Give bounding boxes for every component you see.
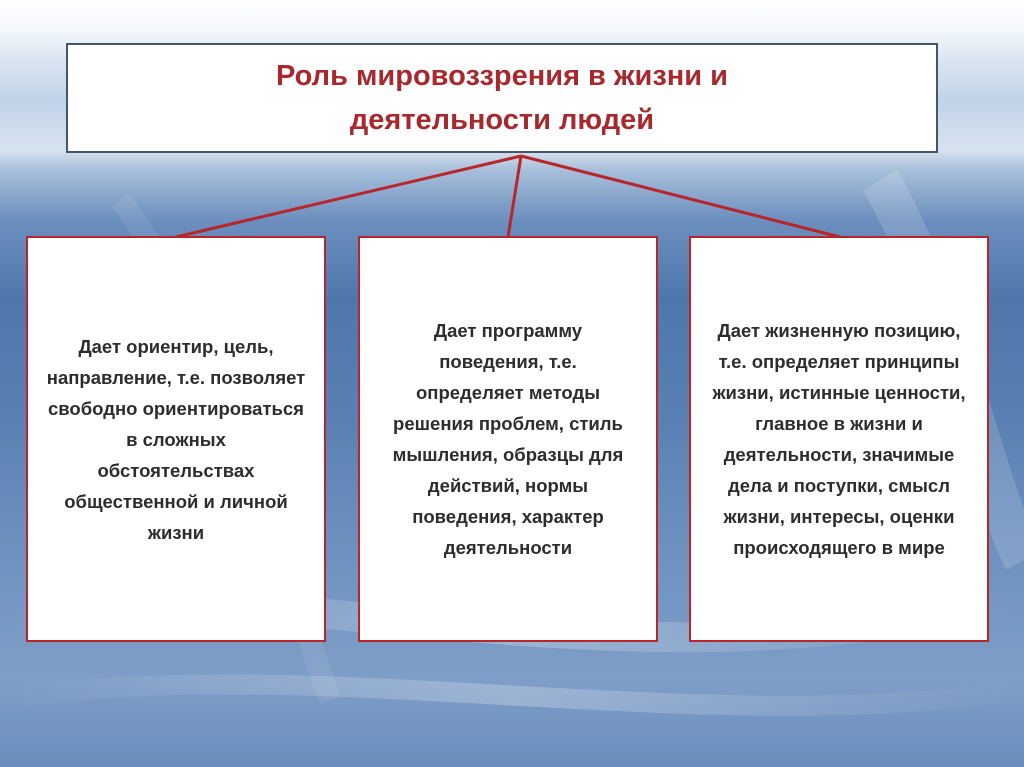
card-life-position (689, 236, 989, 642)
card-behavior-program-text: Дает программу поведения, т.е. определяет методы решения проблем, стиль мышления, образцы для действий, нормы поведения, характер деятельности (392, 320, 624, 558)
connector-center (508, 156, 521, 237)
card-life-position-text: Дает жизненную позицию, т.е. определяет принципы жизни, истинные ценности, главное в жизни и деятельности, значимые дела и поступки, смысл жизни, интересы, оценки происходящего в мире (712, 320, 966, 558)
title-box (66, 43, 938, 153)
card-orientation (26, 236, 326, 642)
card-orientation-text: Дает ориентир, цель, направление, т.е. позволяет свободно ориентироваться в сложных обстоятельствах общественной и личной жизни (46, 335, 306, 543)
diagram-title: Роль мировоззрения в жизни и деятельности людей (276, 60, 728, 136)
connector-right (521, 156, 840, 237)
card-behavior-program (358, 236, 658, 642)
connector-left (176, 156, 521, 237)
